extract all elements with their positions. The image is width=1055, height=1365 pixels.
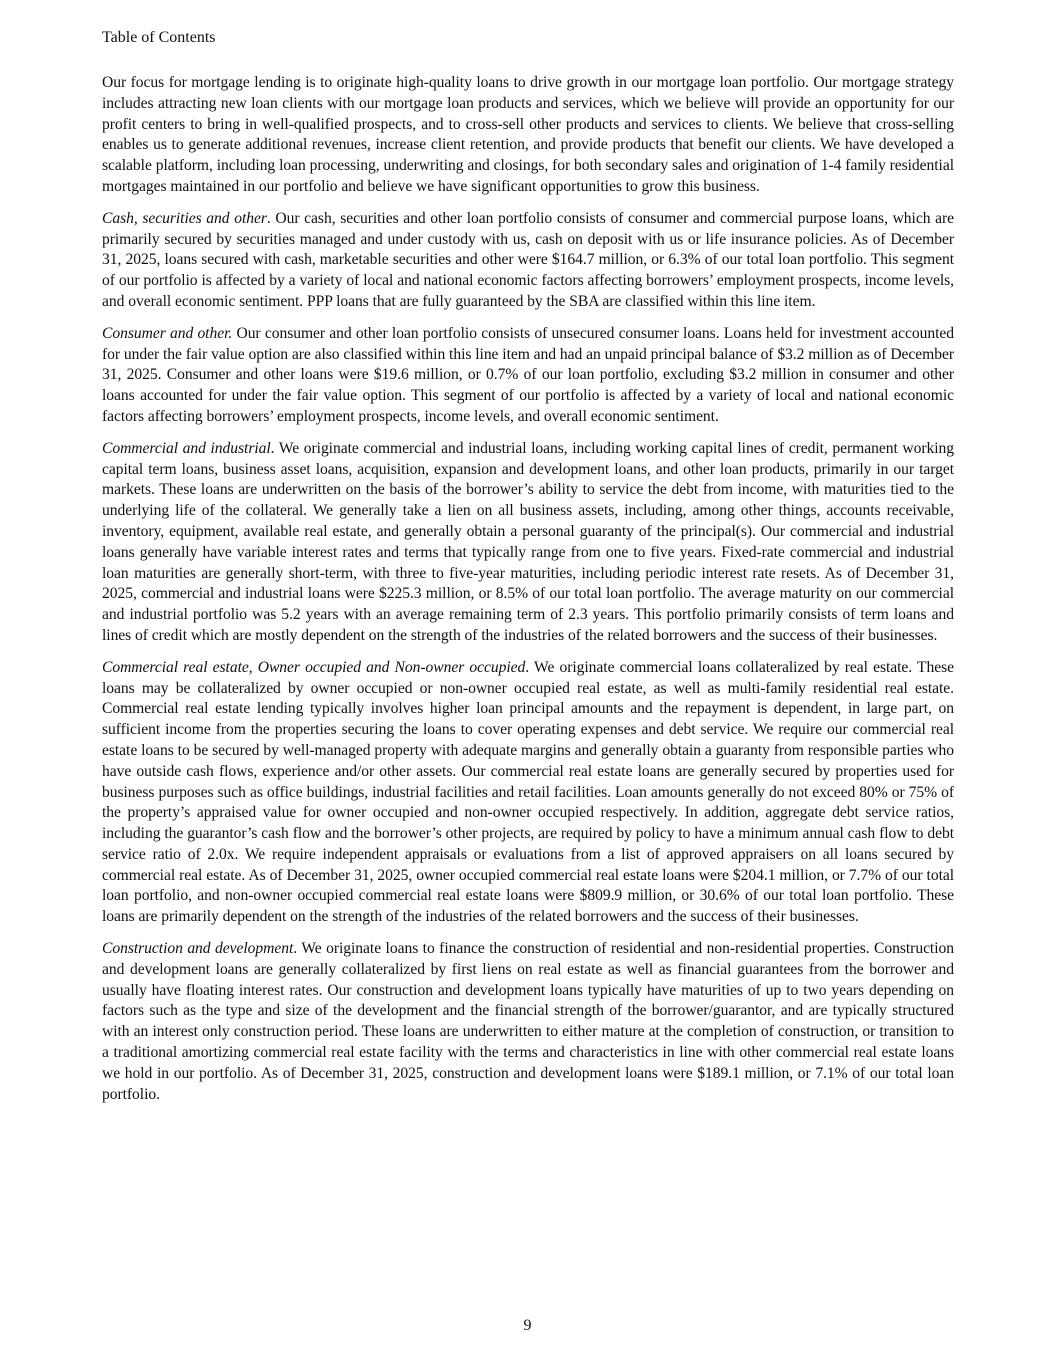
document-body (102, 73, 954, 1116)
paragraph-commercial-industrial (102, 439, 954, 647)
paragraph-text: We originate commercial loans collateralized by real estate. These loans may be collateralized by owner occupied or non-owner occupied real estate, as well as multi-family residential real estate. Commercial real estate lending typically involves higher loan principal amounts and the repayment is dependent, in large part, on sufficient income from the properties securing the loans to cover operating expenses and debt service. We require our commercial real estate loans to be secured by well-managed property with adequate margins and generally obtain a guaranty from responsible parties who have outside cash flows, experience and/or other assets. Our commercial real estate loans are generally secured by properties used for business purposes such as office buildings, industrial facilities and retail facilities. Loan amounts generally do not exceed 80% or 75% of the property’s appraised value for owner occupied and non-owner occupied respectively. In addition, aggregate debt service ratios, including the guarantor’s cash flow and the borrower’s other projects, are required by policy to have a minimum annual cash flow to debt service ratio of 2.0x. We require independent appraisals or evaluations from a list of approved appraisers on all loans secured by commercial real estate. As of December 31, 2025, owner occupied commercial real estate loans were $204.1 million, or 7.7% of our total loan portfolio, and non-owner occupied commercial real estate loans were $809.9 million, or 30.6% of our total loan portfolio. These loans are primarily dependent on the strength of the industries of the related borrowers and the success of their businesses. (102, 658, 954, 926)
table-of-contents-link[interactable]: Table of Contents (102, 29, 216, 46)
paragraph-text: Our consumer and other loan portfolio consists of unsecured consumer loans. Loans held for investment accounted for under the fair value option are also classified within this line item and had an unpaid principal balance of $3.2 million as of December 31, 2025. Consumer and other loans were $19.6 million, or 0.7% of our loan portfolio, excluding $3.2 million in consumer and other loans accounted for under the fair value option. This segment of our portfolio is affected by a variety of local and national economic factors affecting borrowers’ employment prospects, income levels, and overall economic sentiment. (102, 324, 954, 425)
paragraph-heading-suffix: . (293, 940, 298, 958)
paragraph-construction-development (102, 939, 954, 1105)
page-number: 9 (523, 1317, 532, 1334)
paragraph-heading-suffix: . (270, 439, 275, 457)
paragraph-heading: Consumer and other. (102, 324, 233, 342)
paragraph-heading: Commercial real estate, Owner occupied and Non-owner occupied (102, 658, 526, 676)
paragraph-heading-suffix: . (525, 658, 530, 676)
paragraph-heading: Cash, securities and other (102, 209, 267, 227)
paragraph-heading-suffix: . (266, 209, 271, 227)
paragraph-text: We originate loans to finance the construction of residential and non-residential properties. Construction and development loans are generally collateralized by first liens on real estate as well as financial guarantees from the borrower and usually have floating interest rates. Our construction and development loans typically have maturities of up to two years depending on factors such as the type and size of the development and the financial strength of the borrower/guarantor, and are typically structured with an interest only construction period. These loans are underwritten to either mature at the completion of construction, or transition to a traditional amortizing commercial real estate facility with the terms and characteristics in line with other commercial real estate loans we hold in our portfolio. As of December 31, 2025, construction and development loans were $189.1 million, or 7.1% of our total loan portfolio. (102, 940, 954, 1103)
paragraph-text: Our focus for mortgage lending is to originate high-quality loans to drive growth in our mortgage loan portfolio. Our mortgage strategy includes attracting new loan clients with our mortgage loan products and services, which we believe will provide an opportunity for our profit centers to bring in well-qualified prospects, and to cross-sell other products and services to clients. We believe that cross-selling enables us to generate additional revenues, increase client retention, and provide products that benefit our clients. We have developed a scalable platform, including loan processing, underwriting and closings, for both secondary sales and origination of 1-4 family residential mortgages maintained in our portfolio and believe we have significant opportunities to grow this business. (102, 74, 954, 195)
paragraph-consumer-other (102, 324, 954, 428)
paragraph-mortgage-focus (102, 73, 954, 198)
paragraph-heading: Commercial and industrial (102, 439, 271, 457)
paragraph-commercial-real-estate (102, 658, 954, 928)
paragraph-text: We originate commercial and industrial loans, including working capital lines of credit, permanent working capital term loans, business asset loans, acquisition, expansion and development loans, and other loan products, primarily in our target markets. These loans are underwritten on the basis of the borrower’s ability to service the debt from income, with maturities tied to the underlying life of the collateral. We generally take a lien on all business assets, including, among other things, accounts receivable, inventory, equipment, available real estate, and generally obtain a personal guaranty of the principal(s). Our commercial and industrial loans generally have variable interest rates and terms that typically range from one to five years. Fixed-rate commercial and industrial loan maturities are generally short-term, with three to five-year maturities, including periodic interest rate resets. As of December 31, 2025, commercial and industrial loans were $225.3 million, or 8.5% of our total loan portfolio. The average maturity on our commercial and industrial portfolio was 5.2 years with an average remaining term of 2.3 years. This portfolio primarily consists of term loans and lines of credit which are mostly dependent on the strength of the industries of the related borrowers and the success of their businesses. (102, 439, 954, 644)
paragraph-heading: Construction and development (102, 940, 294, 958)
paragraph-cash-securities-other (102, 209, 954, 313)
paragraph-text: Our cash, securities and other loan portfolio consists of consumer and commercial purpose loans, which are primarily secured by securities managed and under custody with us, cash on deposit with us or life insurance policies. As of December 31, 2025, loans secured with cash, marketable securities and other were $164.7 million, or 6.3% of our total loan portfolio. This segment of our portfolio is affected by a variety of local and national economic factors affecting borrowers’ employment prospects, income levels, and overall economic sentiment. PPP loans that are fully guaranteed by the SBA are classified within this line item. (102, 209, 955, 310)
